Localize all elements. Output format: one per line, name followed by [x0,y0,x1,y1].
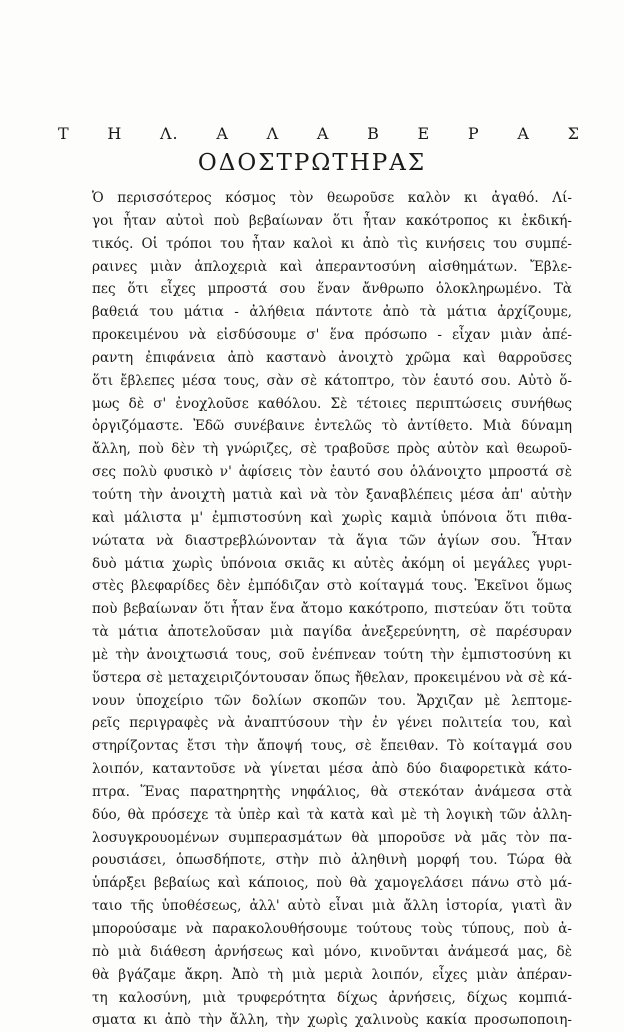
story-title: ΟΔΟΣΤΡΩΤΗΡΑΣ [197,150,427,176]
text-line: ποὺ βεβαίωναν ὅτι ἦταν ἕνα ἄτομο κακότροπο, πιστεύαν ὅτι τοῦτα [92,601,572,618]
text-line: πὸ μιὰ διάθεση ἀρνήσεως καὶ μόνο, κινοῦνται ἀνάμεσά μας, δὲ [92,943,572,960]
text-line: γοι ἦταν αὐτοὶ ποὺ βεβαίωναν ὅτι ἦταν κακότροπος κι ἐκδική- [92,212,572,229]
running-head-letter: Ρ [467,124,480,143]
text-line: ραινες μιὰν ἁπλοχεριὰ καὶ ἀπεραντοσύνη αἰσθημάτων. Ἔβλε- [92,258,572,275]
running-head-letter: Ε [417,124,431,143]
text-line: μπορούσαμε νὰ παρακολουθήσουμε τούτους τοὺς τύπους, ποὺ ἀ- [92,921,572,937]
text-line: ὑπάρξει βεβαίως καὶ κάποιος, ποὺ θὰ χαμογελάσει πάνω στὸ μά- [92,875,572,892]
text-line: πες ὅτι εἶχες μπροστά σου ἕναν ἄνθρωπο ὁλοκληρωμένο. Τὰ [92,281,572,298]
text-line: στηρίζοντας ἔτσι τὴν ἄποψή τους, σὲ ἔπειθαν. Τὸ κοίταγμά σου [92,738,572,755]
text-line: μὲ τὴν ἀνοιχτωσιά τους, σοῦ ἐνέπνεαν τούτη τὴν ἐμπιστοσύνη κι [92,646,572,663]
running-head-letter: Α [517,124,530,143]
text-line: ὕστερα σὲ μεταχειριζόντουσαν ὅπως ἤθελαν, προκειμένου νὰ σὲ κά- [92,669,572,686]
text-line: λοσυγκρουομένων συμπερασμάτων θὰ μποροῦσε νὰ μᾶς τὸν πα- [92,829,572,846]
text-line: δυὸ μάτια χωρὶς ὑπόνοια σκιᾶς κι αὐτὲς ἀκόμη οἱ μεγάλες γυρι- [92,555,572,572]
text-line: σματα κι ἀπὸ τὴν ἄλλη, τὴν χωρὶς χαλινοὺς κακία προσωποποιη- [92,1012,572,1029]
text-line: τικός. Οἱ τρόποι του ἦταν καλοὶ κι ἀπὸ τὶς κινήσεις του συμπέ- [92,235,572,252]
text-line: νώτατα νὰ διαστρεβλώνονταν τὰ ἅγια τῶν ἁγίων σου. Ἦταν [92,532,572,549]
text-line: ρουσιάσει, ὁπωσδήποτε, στὴν πιὸ ἀληθινὴ μορφή του. Τώρα θὰ [92,852,572,869]
running-head-letter: Τ [58,124,70,143]
text-line: ὀργιζόμαστε. Ἐδῶ συνέβαινε ἐντελῶς τὸ ἀντίθετο. Μιὰ δύναμη [92,418,572,435]
text-line: ἄλλη, ποὺ δὲν τὴ γνώριζες, σὲ τραβοῦσε πρὸς αὐτὸν καὶ θεωροῦ- [92,441,572,458]
running-head-letter: Β [367,124,380,143]
body-text [92,187,572,1032]
text-line: ρεῖς περιγραφὲς νὰ ἀναπτύσουν τὴν ἐν γένει πολιτεία του, καὶ [92,715,572,732]
text-line: Ὁ περισσότερος κόσμος τὸν θεωροῦσε καλὸν κι ἀγαθό. Λί- [92,190,572,206]
text-line: ὅτι ἔβλεπες μέσα τους, σὰν σὲ κάτοπτρο, τὸν ἑαυτό σου. Αὐτὸ ὅ- [92,372,572,389]
running-head-letter: Λ. [160,124,179,143]
text-line: στὲς βλεφαρίδες δὲν ἐμπόδιζαν στὸ κοίταγμά τους. Ἐκεῖνοι ὅμως [92,578,572,595]
text-line: νουν ὑποχείριο τῶν δολίων σκοπῶν του. Ἄρχιζαν μὲ λεπτομε- [92,692,572,709]
running-head-letter: Α [316,124,330,143]
text-line: ταιο τῆς ὑποθέσεως, ἀλλ' αὐτὸ εἶναι μιὰ ἄλλη ἱστορία, γιατὶ ἂν [92,898,572,915]
text-line: τούτη τὴν ἀνοιχτὴ ματιὰ καὶ νὰ τὸν ξαναβλέπεις μέσα ἀπ' αὐτὴν [92,486,572,503]
running-head-letter: Λ [266,124,280,143]
text-line: λοιπόν, καταντοῦσε νὰ γίνεται μέσα ἀπὸ δύο διαφορετικὰ κάτο- [92,761,572,778]
text-line: τη καλοσύνη, μιὰ τρυφερότητα δίχως ἀρνήσεις, δίχως κομπιά- [92,989,572,1006]
text-line: βαθειά του μάτια - ἀλήθεια πάντοτε ἀπὸ τὰ μάτια ἀρχίζουμε, [92,304,572,321]
text-line: πτρα. Ἕνας παρατηρητὴς νηφάλιος, θὰ στεκόταν ἀνάμεσα στὰ [92,783,572,800]
text-line: θὰ βγάζαμε ἄκρη. Ἀπὸ τὴ μιὰ μεριὰ λοιπόν, εἶχες μιὰν ἀπέραν- [92,966,572,983]
text-line: καὶ μάλιστα μ' ἐμπιστοσύνη καὶ χωρὶς καμιὰ ὑπόνοια ὅτι πιθα- [92,509,572,526]
running-head [58,124,580,143]
running-head-letter: Σ [567,124,580,143]
text-line: σες πολὺ φυσικὸ ν' ἀφίσεις τὸν ἑαυτό σου ὁλάνοιχτο μπροστά σὲ [92,464,572,481]
text-line: τὰ μάτια ἀποτελοῦσαν μιὰ παγίδα ἀνεξερεύνητη, σὲ παρέσυραν [92,624,572,641]
text-line: ραντη ἐπιφάνεια ἀπὸ καστανὸ ἀνοιχτὸ χρῶμα καὶ θαρροῦσες [92,349,572,366]
text-line: μως δὲ σ' ἐνοχλοῦσε καθόλου. Σὲ τέτοιες περιπτώσεις συνήθως [92,395,572,412]
running-head-letter: Α [216,124,229,143]
running-head-letter: Η [107,124,123,143]
text-line: δύο, θὰ πρόσεχε τὰ ὑπὲρ καὶ τὰ κατὰ καὶ μὲ τὴ λογικὴ τῶν ἀλλη- [92,806,572,823]
text-line: προκειμένου νὰ εἰσδύσουμε σ' ἕνα πρόσωπο - εἶχαν μιὰν ἀπέ- [92,327,572,344]
